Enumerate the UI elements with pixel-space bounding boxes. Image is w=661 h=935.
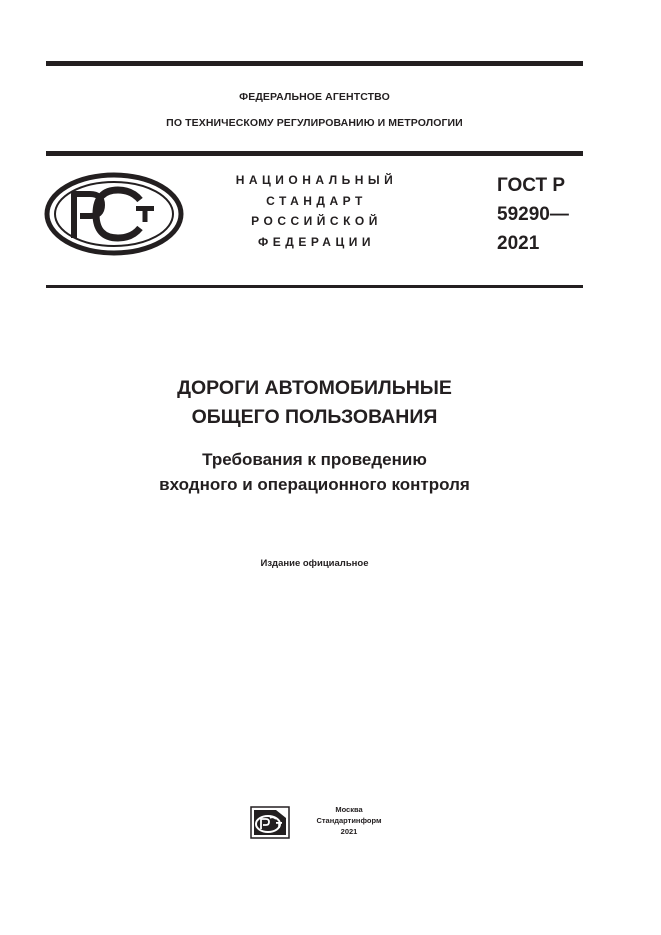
document-title bbox=[46, 374, 583, 432]
national-standard-line: РОССИЙСКОЙ bbox=[251, 214, 382, 228]
edition-label: Издание официальное bbox=[260, 558, 369, 569]
agency-name-line-2: ПО ТЕХНИЧЕСКОМУ РЕГУЛИРОВАНИЮ И МЕТРОЛОГИИ bbox=[166, 117, 463, 129]
document-title-line: ДОРОГИ АВТОМОБИЛЬНЫЕ bbox=[177, 377, 452, 399]
agency-name-line-1: ФЕДЕРАЛЬНОЕ АГЕНТСТВО bbox=[239, 91, 390, 103]
standard-code-line: 2021 bbox=[497, 233, 540, 254]
top-rule bbox=[46, 61, 583, 66]
national-standard-label bbox=[214, 170, 419, 252]
standard-code-line: ГОСТ Р bbox=[497, 175, 566, 196]
national-standard-line: ФЕДЕРАЦИИ bbox=[258, 234, 375, 249]
imprint-year: 2021 bbox=[340, 827, 358, 836]
document-title-line: ОБЩЕГО ПОЛЬЗОВАНИЯ bbox=[191, 406, 438, 428]
imprint-city: Москва bbox=[335, 805, 363, 814]
document-subtitle-line: Требования к проведению bbox=[202, 450, 427, 469]
standartinform-logo-icon bbox=[250, 806, 290, 839]
imprint bbox=[304, 804, 394, 837]
national-standard-line: НАЦИОНАЛЬНЫЙ bbox=[235, 173, 398, 187]
standard-code-line: 59290— bbox=[497, 204, 569, 225]
standard-block-bottom-rule bbox=[46, 285, 583, 288]
document-subtitle bbox=[46, 447, 583, 497]
rst-gost-emblem-icon bbox=[44, 172, 184, 256]
standard-code bbox=[497, 171, 569, 258]
header-bottom-rule bbox=[46, 151, 583, 156]
document-subtitle-line: входного и операционного контроля bbox=[159, 475, 470, 494]
imprint-publisher: Стандартинформ bbox=[316, 816, 382, 825]
national-standard-line: СТАНДАРТ bbox=[266, 193, 367, 208]
